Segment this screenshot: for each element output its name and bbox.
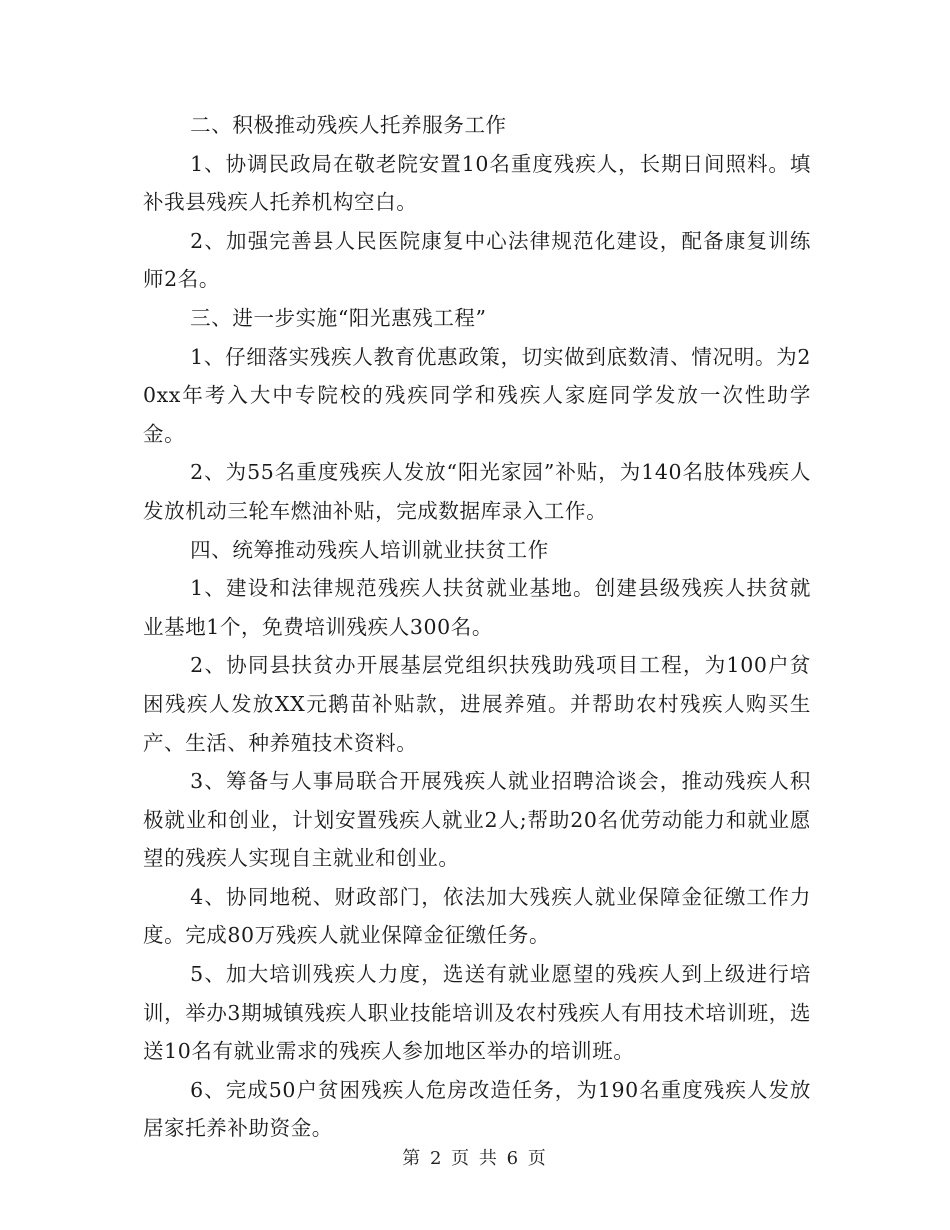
paragraph-item: 2、协同县扶贫办开展基层党组织扶残助残项目工程，为100户贫困残疾人发放XX元鹅苗补贴款，进展养殖。并帮助农村残疾人购买生产、生活、种养殖技术资料。 xyxy=(143,653,811,755)
paragraph-item: 5、加大培训残疾人力度，选送有就业愿望的残疾人到上级进行培训，举办3期城镇残疾人职业技能培训及农村残疾人有用技术培训班，选送10名有就业需求的残疾人参加地区举办的培训班。 xyxy=(143,962,811,1064)
paragraph-item: 2、为55名重度残疾人发放“阳光家园”补贴，为140名肢体残疾人发放机动三轮车燃油补贴，完成数据库录入工作。 xyxy=(143,460,811,523)
document-body xyxy=(143,106,811,1148)
paragraph-item: 3、筹备与人事局联合开展残疾人就业招聘洽谈会，推动残疾人积极就业和创业，计划安置残疾人就业2人;帮助20名优劳动能力和就业愿望的残疾人实现自主就业和创业。 xyxy=(143,769,811,871)
page-number-footer: 第 2 页 共 6 页 xyxy=(402,1148,548,1169)
section-heading-2: 二、积极推动残疾人托养服务工作 xyxy=(190,113,507,137)
section-heading-4: 四、统筹推动残疾人培训就业扶贫工作 xyxy=(190,537,549,562)
paragraph-item: 1、建设和法律规范残疾人扶贫就业基地。创建县级残疾人扶贫就业基地1个，免费培训残疾人300名。 xyxy=(143,576,811,639)
paragraph-item: 1、仔细落实残疾人教育优惠政策，切实做到底数清、情况明。为20xx年考入大中专院校的残疾同学和残疾人家庭同学发放一次性助学金。 xyxy=(143,344,811,446)
paragraph-item: 6、完成50户贫困残疾人危房改造任务，为190名重度残疾人发放居家托养补助资金。 xyxy=(143,1077,811,1141)
paragraph-item: 2、加强完善县人民医院康复中心法律规范化建设，配备康复训练师2名。 xyxy=(143,228,811,292)
paragraph-item: 1、协调民政局在敬老院安置10名重度残疾人，长期日间照料。填补我县残疾人托养机构空白。 xyxy=(143,151,811,215)
paragraph-item: 4、协同地税、财政部门，依法加大残疾人就业保障金征缴工作力度。完成80万残疾人就业保障金征缴任务。 xyxy=(143,884,811,948)
section-heading-3: 三、进一步实施“阳光惠残工程” xyxy=(190,305,487,330)
